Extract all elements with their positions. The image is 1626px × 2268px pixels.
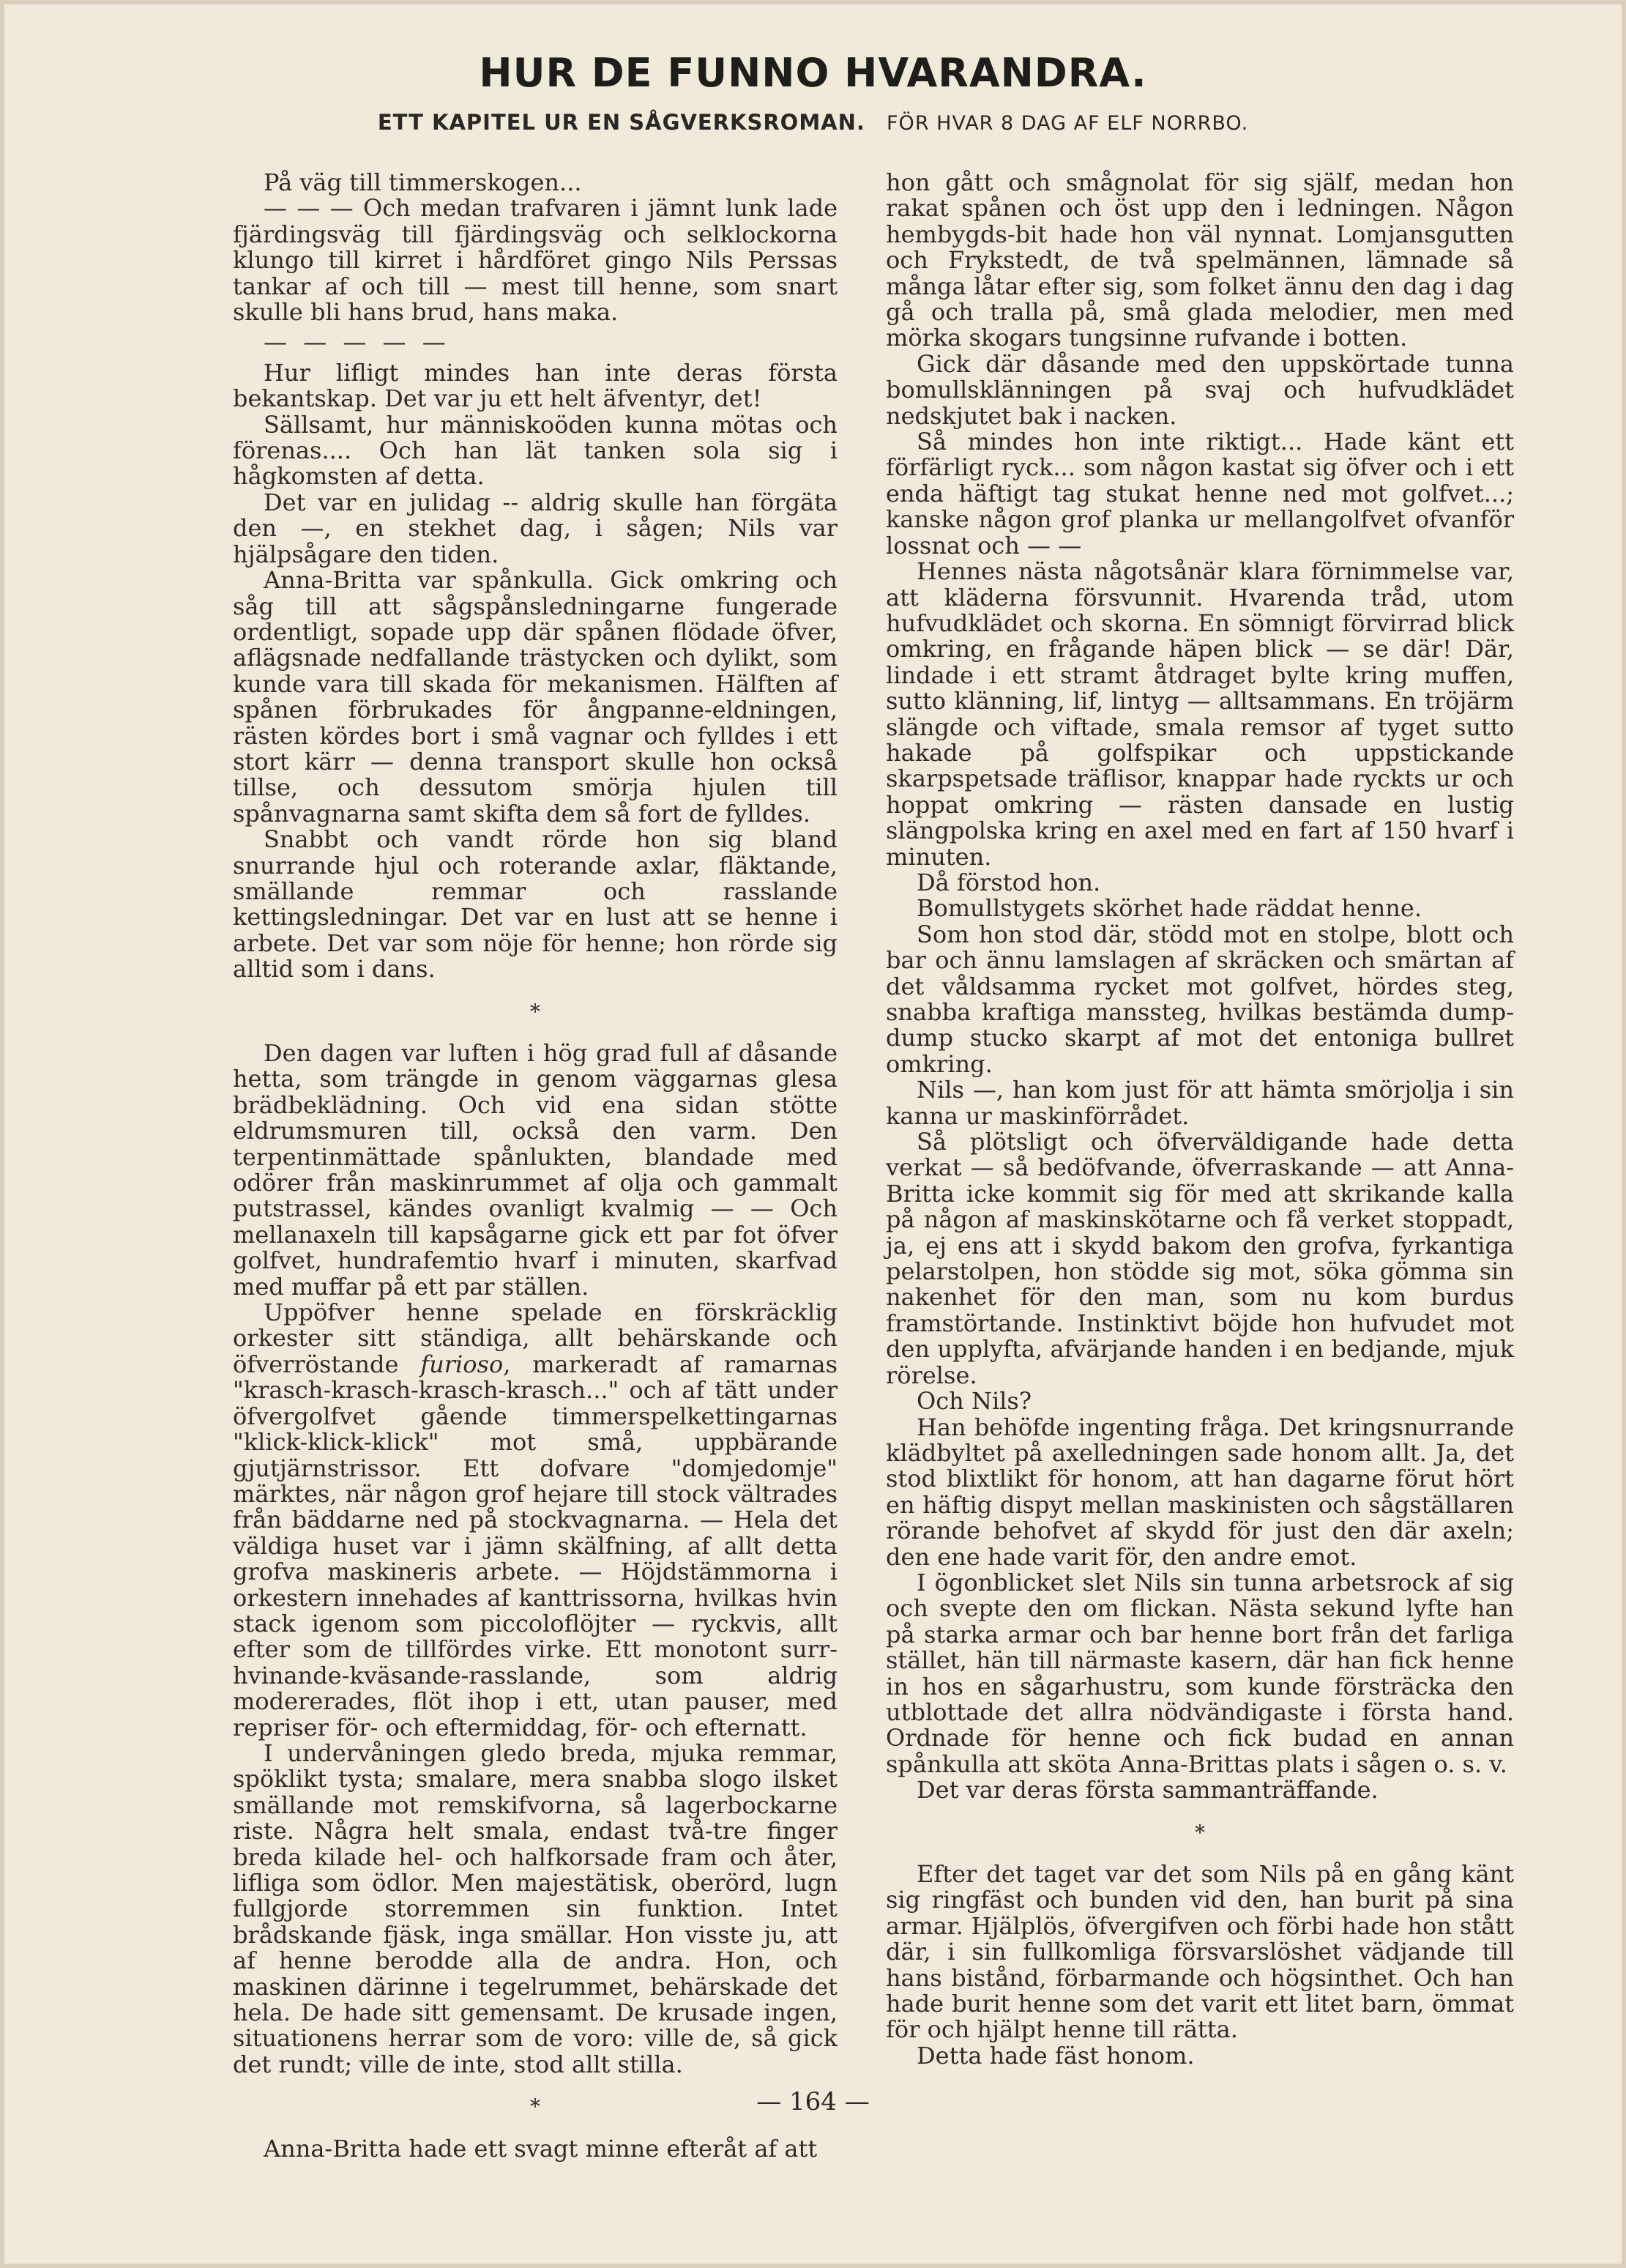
article-subtitle bbox=[0, 110, 1626, 135]
paragraph: Då förstod hon. bbox=[917, 868, 1101, 896]
section-dashes: — — — — — bbox=[264, 328, 450, 357]
paragraph: Hur lifligt mindes han inte deras första bekantskap. Det var ju ett helt äfventyr, det! bbox=[233, 358, 838, 413]
paragraph: Så mindes hon inte riktigt... Hade känt ett förfärligt ryck... som någon kastat sig öfver och i ett enda häftigt tag stukat henne ned mot golfvet...; kanske någon grof planka ur mellangolfvet ofvanför lossnat och — — bbox=[886, 428, 1514, 559]
paragraph: hon gått och smågnolat för sig själf, medan hon rakat spånen och öst upp den i ledningen. Någon hembygds-bit hade hon väl nynnat. Lomjansgutten och Frykstedt, de två spelmännen, lämnade så många låtar efter sig, som folket ännu den dag i dag gå och tralla på, små glada melodier, men med mörka skogars tungsinne rufvande i botten. bbox=[886, 168, 1514, 352]
section-divider-star: * bbox=[530, 2094, 540, 2119]
paragraph: I ögonblicket slet Nils sin tunna arbetsrock af sig och svepte den om flickan. Nästa sekund lyfte han på starka armar och bar henne bort från det farliga stället, hän till närmaste kasern, där han fick henne in hos en sågarhustru, som kunde försträcka den utblottade det allra nödvändigaste i första hand. Ordnade för henne och fick budad en annan spånkulla att sköta Anna-Brittas plats i sågen o. s. v. bbox=[886, 1568, 1514, 1778]
paragraph: Detta hade fäst honom. bbox=[917, 2041, 1195, 2070]
paragraph: Gick där dåsande med den uppskörtade tunna bomullsklänningen på svaj och hufvudklädet nedskjutet bak i nacken. bbox=[886, 349, 1514, 430]
article-title: HUR DE FUNNO HVARANDRA. bbox=[479, 50, 1147, 96]
paragraph: Bomullstygets skörhet hade räddat henne. bbox=[917, 894, 1422, 923]
paragraph: Han behöfde ingenting fråga. Det kringsnurrande klädbyltet på axelledningen sade honom allt. Ja, det stod blixtlikt för honom, att han dagarne förut hört en häftig dispyt mellan maskinisten och sågställaren rörande behofvet af skydd för just den där axeln; den ene hade varit för, den andre emot. bbox=[886, 1413, 1514, 1571]
paragraph: Uppöfver henne spelade en förskräcklig orkester sitt ständiga, allt behärskande och öfverröstande furioso, markeradt af ramarnas "krasch-krasch-krasch-krasch..." och af tätt under öfvergolfvet gående timmerspelkettingarnas "klick-klick-klick" mot små, uppbärande gjutjärnstrissor. Ett dofvare "domjedomje" märktes, när någon grof hejare till stock vältrades från bäddarne ned på stockvagnarna. — Hela det väldiga huset var i jämn skälfning, af allt detta grofva maskineris arbete. — Höjdstämmorna i orkestern innehades af kanttrissorna, hvilkas hvin stack igenom som piccoloflöjter — ryckvis, allt efter som de tillfördes virke. Ett monotont surr-hvinande-kväsande-rasslande, som aldrig modererades, flöt ihop i ett, utan pauser, med repriser för- och eftermiddag, för- och efternatt. bbox=[233, 1298, 838, 1741]
paragraph: — — — Och medan trafvaren i jämnt lunk lade fjärdingsväg till fjärdingsväg och selklockorna klungo till kirret i hårdföret gingo Nils Perssas tankar af och till — mest till henne, som snart skulle bli hans brud, hans maka. bbox=[233, 194, 838, 327]
paragraph: På väg till timmerskogen... bbox=[264, 168, 582, 196]
paragraph: Efter det taget var det som Nils på en gång känt sig ringfäst och bunden vid den, han burit på sina armar. Hjälplös, öfvergifven och förbi hade hon stått där, i sin fullkomliga försvarslöshet vädjande till hans bistånd, förbarmande och högsinthet. Och han hade burit henne som det varit ett litet barn, ömmat för och hjälpt henne till rätta. bbox=[886, 1860, 1514, 2044]
paragraph: Det var en julidag -- aldrig skulle han förgäta den —, en stekhet dag, i sågen; Nils var hjälpsågare den tiden. bbox=[233, 488, 838, 568]
paragraph: Och Nils? bbox=[917, 1387, 1032, 1416]
section-divider-star: * bbox=[530, 999, 540, 1024]
paragraph: Nils —, han kom just för att hämta smörjolja i sin kanna ur maskinförrådet. bbox=[886, 1076, 1514, 1130]
page-number: — 164 — bbox=[756, 2087, 870, 2116]
paragraph: Det var deras första sammanträffande. bbox=[917, 1776, 1379, 1804]
paragraph: Anna-Britta var spånkulla. Gick omkring och såg till att sågspånsledningarne fungerade ordentligt, sopade upp där spånen flödade öfver, aflägsnade nedfallande trästycken och dylikt, som kunde vara till skada för mekanismen. Hälften af spånen förbrukades för ångpanne-eldningen, rästen kördes bort i små vagnar och fylldes i ett stort kärr — denna transport skulle hon också tillse, och dessutom smörja hjulen till spånvagnarna samt skifta dem så fort de fylldes. bbox=[233, 566, 838, 828]
italic-term: furioso bbox=[420, 1350, 504, 1378]
section-divider-star: * bbox=[1195, 1820, 1205, 1845]
paragraph: I undervåningen gledo breda, mjuka remmar, spöklikt tysta; smalare, mera snabba slogo ilsket smällande mot remskifvorna, så lagerbockarne riste. Några helt smala, endast två-tre finger breda kilade hel- och halfkorsade fram och åter, lifliga som ödlor. Men majestätisk, oberörd, lugn fullgjorde storremmen sin funktion. Intet brådskande fjäsk, inga smällar. Hon visste ju, att af henne berodde alla de andra. Hon, och maskinen därinne i tegelrummet, behärskade det hela. De hade sitt gemensamt. De krusade ingen, situationens herrar som de voro: ville de, så gick det rundt; ville de inte, stod allt stilla. bbox=[233, 1739, 838, 2078]
paragraph: Hennes nästa någotsånär klara förnimmelse var, att kläderna försvunnit. Hvarenda tråd, utom hufvudklädet och skorna. En sömnigt förvirrad blick omkring, en frågande häpen blick — se där! Där, lindade i ett stramt åtdraget bylte kring muffen, sutto klänning, lif, lintyg — alltsammans. En tröjärm slängde och viftade, smala remsor af tyget sutto hakade på golfspikar och uppstickande skarpspetsade träflisor, knappar hade ryckts ur och hoppat omkring — rästen dansade en lustig slängpolska kring en axel med en fart af 150 hvarf i minuten. bbox=[886, 557, 1514, 871]
paragraph: Den dagen var luften i hög grad full af dåsande hetta, som trängde in genom väggarnas glesa brädbeklädning. Och vid ena sidan stötte eldrumsmuren till, också den varm. Den terpentinmättade spånlukten, blandade med odörer från maskinrummet af olja och gammalt putstrassel, kändes ovanligt kvalmig — — Och mellanaxeln till kapsågarne gick ett par fot öfver golfvet, hundrafemtio hvarf i minuten, skarfvad med muffar på ett par ställen. bbox=[233, 1039, 838, 1301]
paragraph: Anna-Britta hade ett svagt minne efteråt af att bbox=[264, 2134, 818, 2163]
left-column bbox=[233, 170, 838, 2162]
paragraph: Som hon stod där, stödd mot en stolpe, blott och bar och ännu lamslagen af skräcken och smärtan af det våldsamma rycket mot golfvet, hördes steg, snabba kraftiga manssteg, hvilkas bestämda dump-dump stucko skarpt af mot det entoniga bullret omkring. bbox=[886, 920, 1514, 1078]
paragraph: Snabbt och vandt rörde hon sig bland snurrande hjul och roterande axlar, fläktande, smällande remmar och rasslande kettingsledningar. Det var en lust att se henne i arbete. Det var som nöje för henne; hon rörde sig alltid som i dans. bbox=[233, 825, 838, 984]
right-column bbox=[886, 170, 1514, 2069]
byline: FÖR HVAR 8 DAG AF ELF NORRBO. bbox=[887, 112, 1249, 135]
paragraph: Sällsamt, hur människoöden kunna mötas och förenas.... Och han lät tanken sola sig i hågkomsten af detta. bbox=[233, 410, 838, 491]
paragraph: Så plötsligt och öfverväldigande hade detta verkat — så bedöfvande, öfverraskande — att Anna-Britta icke kommit sig för med att skrikande kalla på någon af maskinskötarne och få verket stoppadt, ja, ej ens att i skydd bakom den grofva, fyrkantiga pelarstolpen, hon stödde sig mot, söka gömma sin nakenhet för den man, som nu kom burdus framstörtande. Instinktivt böjde hon hufvudet mot den upplyfta, afvärjande handen i en bedjande, mjuk rörelse. bbox=[886, 1128, 1514, 1389]
subtitle-text: ETT KAPITEL UR EN SÅGVERKSROMAN. bbox=[377, 110, 865, 135]
